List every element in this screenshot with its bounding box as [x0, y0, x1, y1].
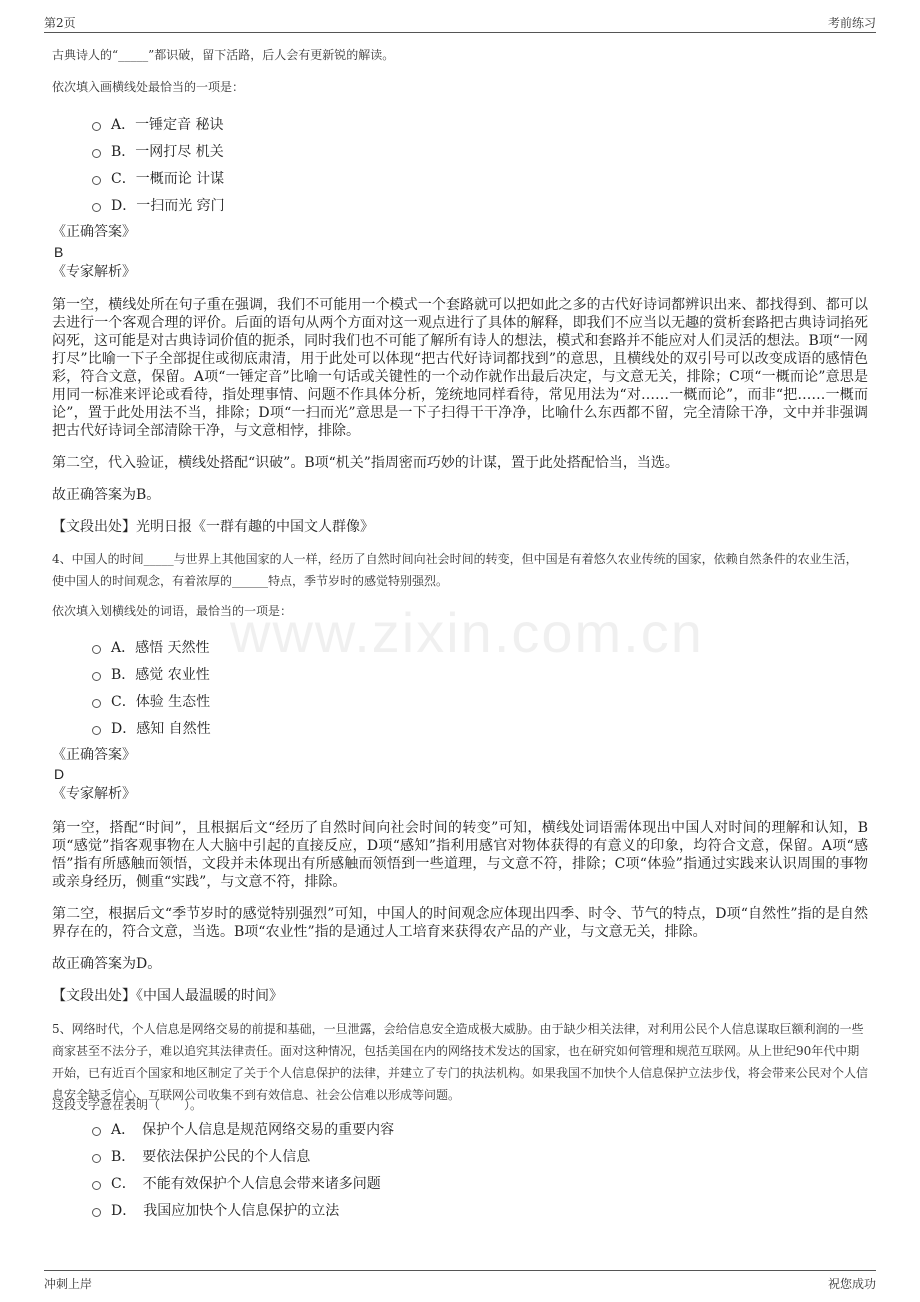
- radio-icon[interactable]: [92, 203, 101, 212]
- q5-stem: 5、网络时代，个人信息是网络交易的前提和基础，一旦泄露，会给信息安全造成极大威胁。由于缺少相关法律，对利用公民个人信息谋取巨额利润的一些商家甚至不法分子，难以追究其法律责任。面对这种情况，包括美国在内的网络技术发达的国家，也在研究如何管理和规范互联网。从上世纪90年代中期开始，已有近百个国家和地区制定了关于个人信息保护的法律，并建立了专门的执法机构。如果我国不加快个人信息保护立法步伐，将会带来公民对个人信息安全缺乏信心、互联网公司收集不到有效信息、社会公信难以形成等问题。: [52, 1022, 869, 1102]
- q3-option-d[interactable]: [52, 191, 452, 218]
- option-label: A．一锤定音 秘诀: [111, 116, 224, 133]
- q4-analysis-p1: 第一空，搭配“时间”，且根据后文“经历了自然时间向社会时间的转变”可知，横线处词语需体现出中国人对时间的理解和认知，B项“感觉”指客观事物在人大脑中引起的直接反应，D项“感知”指利用感官对物体获得的有意义的印象，均符合文意，保留。A项“感悟”指有所感触而领悟，文段并未体现出有所感触而领悟到一些道理，与文意不符，排除；C项“体验”指通过实践来认识周围的事物或亲身经历，侧重“实践”，与文意不符，排除。: [52, 820, 868, 890]
- option-label: B．感觉 农业性: [111, 666, 210, 683]
- option-label: B．一网打尽 机关: [111, 143, 224, 160]
- q3-prompt: 依次填入画横线处最恰当的一项是：: [52, 80, 245, 94]
- q4-analysis-label: 《专家解析》: [52, 786, 136, 802]
- q5-options: [52, 1115, 652, 1223]
- radio-icon[interactable]: [92, 1154, 101, 1163]
- footer-left: 冲刺上岸: [44, 1276, 93, 1291]
- radio-icon[interactable]: [92, 122, 101, 131]
- q3-source: 【文段出处】光明日报《一群有趣的中国文人群像》: [52, 519, 374, 535]
- q3-analysis-p1: 第一空，横线处所在句子重在强调，我们不可能用一个模式一个套路就可以把如此之多的古代好诗词都辨识出来、都找得到、都可以去进行一个客观合理的评价。后面的语句从两个方面对这一观点进行了具体的解释，即我们不应当以无趣的赏析套路把古典诗词掐死闷死，这可能是对古典诗词价值的扼杀，同时我们也不可能了解所有诗人的想法，模式和套路并不能应对人们灵活的想法。B项“一网打尽”比喻一下子全部捉住或彻底肃清，用于此处可以体现“把古代好诗词都找到”的意思，且横线处的双引号可以改变成语的感情色彩，符合文意，保留。A项“一锤定音”比喻一句话或关键性的一个动作就作出最后决定，与文意无关，排除；C项“一概而论”意思是用同一标准来评论或看待，指处理事情、问题不作具体分析，笼统地同样看待，常见用法为“对……一概而论”，而非“把……一概而论”，置于此处用法不当，排除；D项“一扫而光”意思是一下子扫得干干净净，比喻什么东西都不留，完全清除干净，文中并非强调把古代好诗词全部清除干净，与文意相悖，排除。: [52, 297, 868, 439]
- q3-analysis-label: 《专家解析》: [52, 264, 136, 280]
- option-label: C．一概而论 计谋: [111, 170, 225, 187]
- q3-stem: 古典诗人的“_____”都识破，留下活路，后人会有更新锐的解读。: [52, 48, 395, 62]
- q4-analysis: [52, 819, 868, 1005]
- q3-answer: B: [54, 244, 64, 260]
- radio-icon[interactable]: [92, 699, 101, 708]
- q5-option-a[interactable]: [52, 1115, 652, 1142]
- page-footer: [44, 1270, 876, 1293]
- option-label: D．感知 自然性: [111, 720, 211, 737]
- q4-option-d[interactable]: [52, 714, 452, 741]
- q4-options: [52, 633, 452, 741]
- option-label: C．体验 生态性: [111, 693, 211, 710]
- q4-answer-label: 《正确答案》: [52, 747, 136, 763]
- option-label: B． 要依法保护公民的个人信息: [111, 1148, 311, 1165]
- q5-prompt: 这段文字意在表明（ ）。: [52, 1098, 203, 1112]
- q4-stem: 4、中国人的时间_____与世界上其他国家的人一样，经历了自然时间向社会时间的转变，但中国是有着悠久农业传统的国家，依赖自然条件的农业生活，使中国人的时间观念，有着浓厚的______特点，季节岁时的感觉特别强烈。: [52, 552, 858, 588]
- radio-icon[interactable]: [92, 672, 101, 681]
- q4-prompt: 依次填入划横线处的词语，最恰当的一项是：: [52, 604, 293, 618]
- footer-right: 祝您成功: [827, 1276, 876, 1291]
- q4-analysis-p3: 故正确答案为D。: [52, 956, 162, 972]
- header-title: 考前练习: [827, 15, 876, 30]
- q3-options: [52, 110, 452, 218]
- q4-option-b[interactable]: [52, 660, 452, 687]
- page-number: 第2页: [44, 15, 76, 30]
- q4-option-a[interactable]: [52, 633, 452, 660]
- radio-icon[interactable]: [92, 1127, 101, 1136]
- q3-option-b[interactable]: [52, 137, 452, 164]
- q3-option-a[interactable]: [52, 110, 452, 137]
- q5-option-d[interactable]: [52, 1196, 652, 1223]
- radio-icon[interactable]: [92, 645, 101, 654]
- q4-analysis-p2: 第二空，根据后文“季节岁时的感觉特别强烈”可知，中国人的时间观念应体现出四季、时令、节气的特点，D项“自然性”指的是自然界存在的，符合文意，当选。B项“农业性”指的是通过人工培育来获得农产品的产业，与文意无关，排除。: [52, 906, 868, 940]
- q3-analysis: [52, 296, 868, 536]
- page-header: [44, 12, 876, 33]
- q4-source: 【文段出处】《中国人最温暖的时间》: [52, 988, 283, 1004]
- q3-analysis-p3: 故正确答案为B。: [52, 487, 161, 503]
- q4-answer: D: [54, 766, 65, 782]
- option-label: D．一扫而光 窍门: [111, 197, 225, 214]
- radio-icon[interactable]: [92, 149, 101, 158]
- q3-answer-label: 《正确答案》: [52, 224, 136, 240]
- q4-option-c[interactable]: [52, 687, 452, 714]
- option-label: D． 我国应加快个人信息保护的立法: [111, 1202, 340, 1219]
- radio-icon[interactable]: [92, 1208, 101, 1217]
- radio-icon[interactable]: [92, 726, 101, 735]
- watermark: www.zixin.com.cn: [230, 601, 704, 664]
- q5-option-b[interactable]: [52, 1142, 652, 1169]
- option-label: C． 不能有效保护个人信息会带来诸多问题: [111, 1175, 381, 1192]
- q3-analysis-p2: 第二空，代入验证，横线处搭配“识破”。B项“机关”指周密而巧妙的计谋，置于此处搭配恰当，当选。: [52, 455, 679, 471]
- radio-icon[interactable]: [92, 1181, 101, 1190]
- radio-icon[interactable]: [92, 176, 101, 185]
- q3-option-c[interactable]: [52, 164, 452, 191]
- option-label: A． 保护个人信息是规范网络交易的重要内容: [111, 1121, 395, 1138]
- option-label: A．感悟 天然性: [111, 639, 210, 656]
- q5-option-c[interactable]: [52, 1169, 652, 1196]
